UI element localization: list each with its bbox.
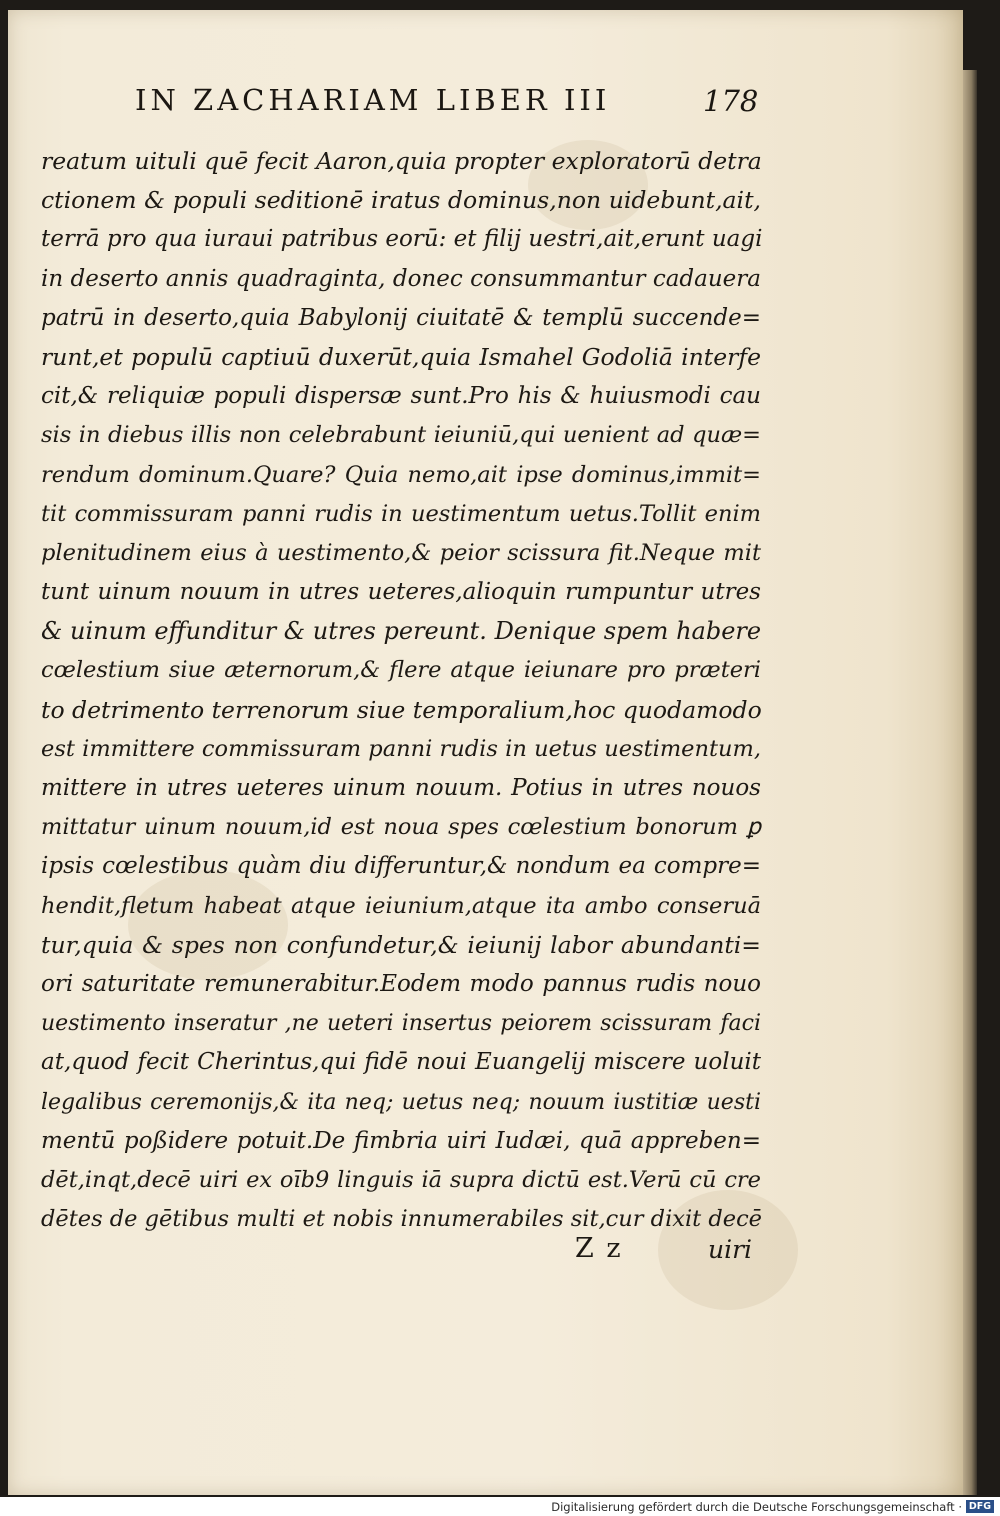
text-line: terrā pro qua iuraui patribus eorū: et filij uestri,ait,erunt uagi bbox=[41, 226, 763, 253]
folio-number: 178 bbox=[703, 84, 759, 118]
page-edge bbox=[963, 70, 977, 1495]
text-line: uestimento inseratur ,ne ueteri insertus peiorem scissuram faci bbox=[41, 1011, 761, 1037]
running-head: IN ZACHARIAM LIBER III bbox=[135, 83, 611, 117]
text-line: at,quod fecit Cherintus,qui fidē noui Euangelij miscere uoluit bbox=[41, 1049, 761, 1076]
text-line: patrū in deserto,quia Babylonij ciuitatē & templū succende= bbox=[41, 304, 761, 331]
catchword: uiri bbox=[708, 1235, 753, 1264]
text-line: dētes de gētibus multi et nobis innumerabiles sit,cur dixit decē bbox=[41, 1206, 762, 1233]
text-line: cit,& reliquiæ populi dispersæ sunt.Pro his & huiusmodi cau bbox=[41, 383, 761, 410]
text-line: mittatur uinum nouum,id est noua spes cœlestium bonorum ꝑ bbox=[41, 814, 761, 841]
text-line: est immittere commissuram panni rudis in uetus uestimentum, bbox=[41, 735, 761, 762]
text-line: cœlestium siue æternorum,& flere atque ieiunare pro præteri bbox=[41, 657, 761, 684]
signature-mark: Z z bbox=[575, 1233, 623, 1264]
text-line: ctionem & populi seditionē iratus dominus,non uidebunt,ait, bbox=[41, 186, 761, 215]
funding-credit: Digitalisierung gefördert durch die Deutsche Forschungsgemeinschaft · bbox=[551, 1500, 962, 1514]
text-line: runt,et populū captiuū duxerūt,quia Ismahel Godoliā interfe bbox=[41, 342, 761, 371]
text-line: tur,quia & spes non confundetur,& ieiunij labor abundanti= bbox=[41, 930, 761, 959]
text-line: in deserto annis quadraginta, donec consummantur cadauera bbox=[41, 265, 761, 292]
text-line: sis in diebus illis non celebrabunt ieiuniū,qui uenient ad quæ= bbox=[41, 422, 761, 449]
dfg-logo: DFG bbox=[966, 1500, 994, 1513]
text-line: reatum uituli quē fecit Aaron,quia propter exploratorū detra bbox=[41, 147, 762, 175]
text-line: legalibus ceremonijs,& ita neq; uetus neq; nouum iustitiæ uesti bbox=[41, 1089, 761, 1115]
text-line: dēt,inqt,decē uiri ex oīb9 linguis iā supra dictū est.Verū cū cre bbox=[41, 1166, 761, 1193]
text-line: tunt uinum nouum in utres ueteres,alioquin rumpuntur utres bbox=[41, 579, 761, 606]
text-line: plenitudinem eius à uestimento,& peior scissura fit.Neque mit bbox=[41, 539, 761, 566]
text-line: ipsis cœlestibus quàm diu differuntur,& nondum ea compre= bbox=[41, 853, 761, 880]
text-line: ori saturitate remunerabitur.Eodem modo pannus rudis nouo bbox=[41, 970, 761, 997]
text-line: mittere in utres ueteres uinum nouum. Potius in utres nouos bbox=[41, 775, 761, 801]
text-line: mentū poßidere potuit.De fimbria uiri Iudæi, quā appreben= bbox=[41, 1127, 761, 1154]
text-line: rendum dominum.Quare? Quia nemo,ait ipse dominus,immit= bbox=[41, 461, 761, 488]
text-line: & uinum effunditur & utres pereunt. Denique spem habere bbox=[41, 617, 762, 646]
text-line: hendit,fletum habeat atque ieiunium,atque ita ambo conseruā bbox=[41, 892, 761, 919]
text-line: to detrimento terrenorum siue temporalium,hoc quodamodo bbox=[41, 695, 762, 724]
text-line: tit commissuram panni rudis in uestimentum uetus.Tollit enim bbox=[41, 500, 761, 527]
text-body bbox=[41, 142, 761, 1239]
